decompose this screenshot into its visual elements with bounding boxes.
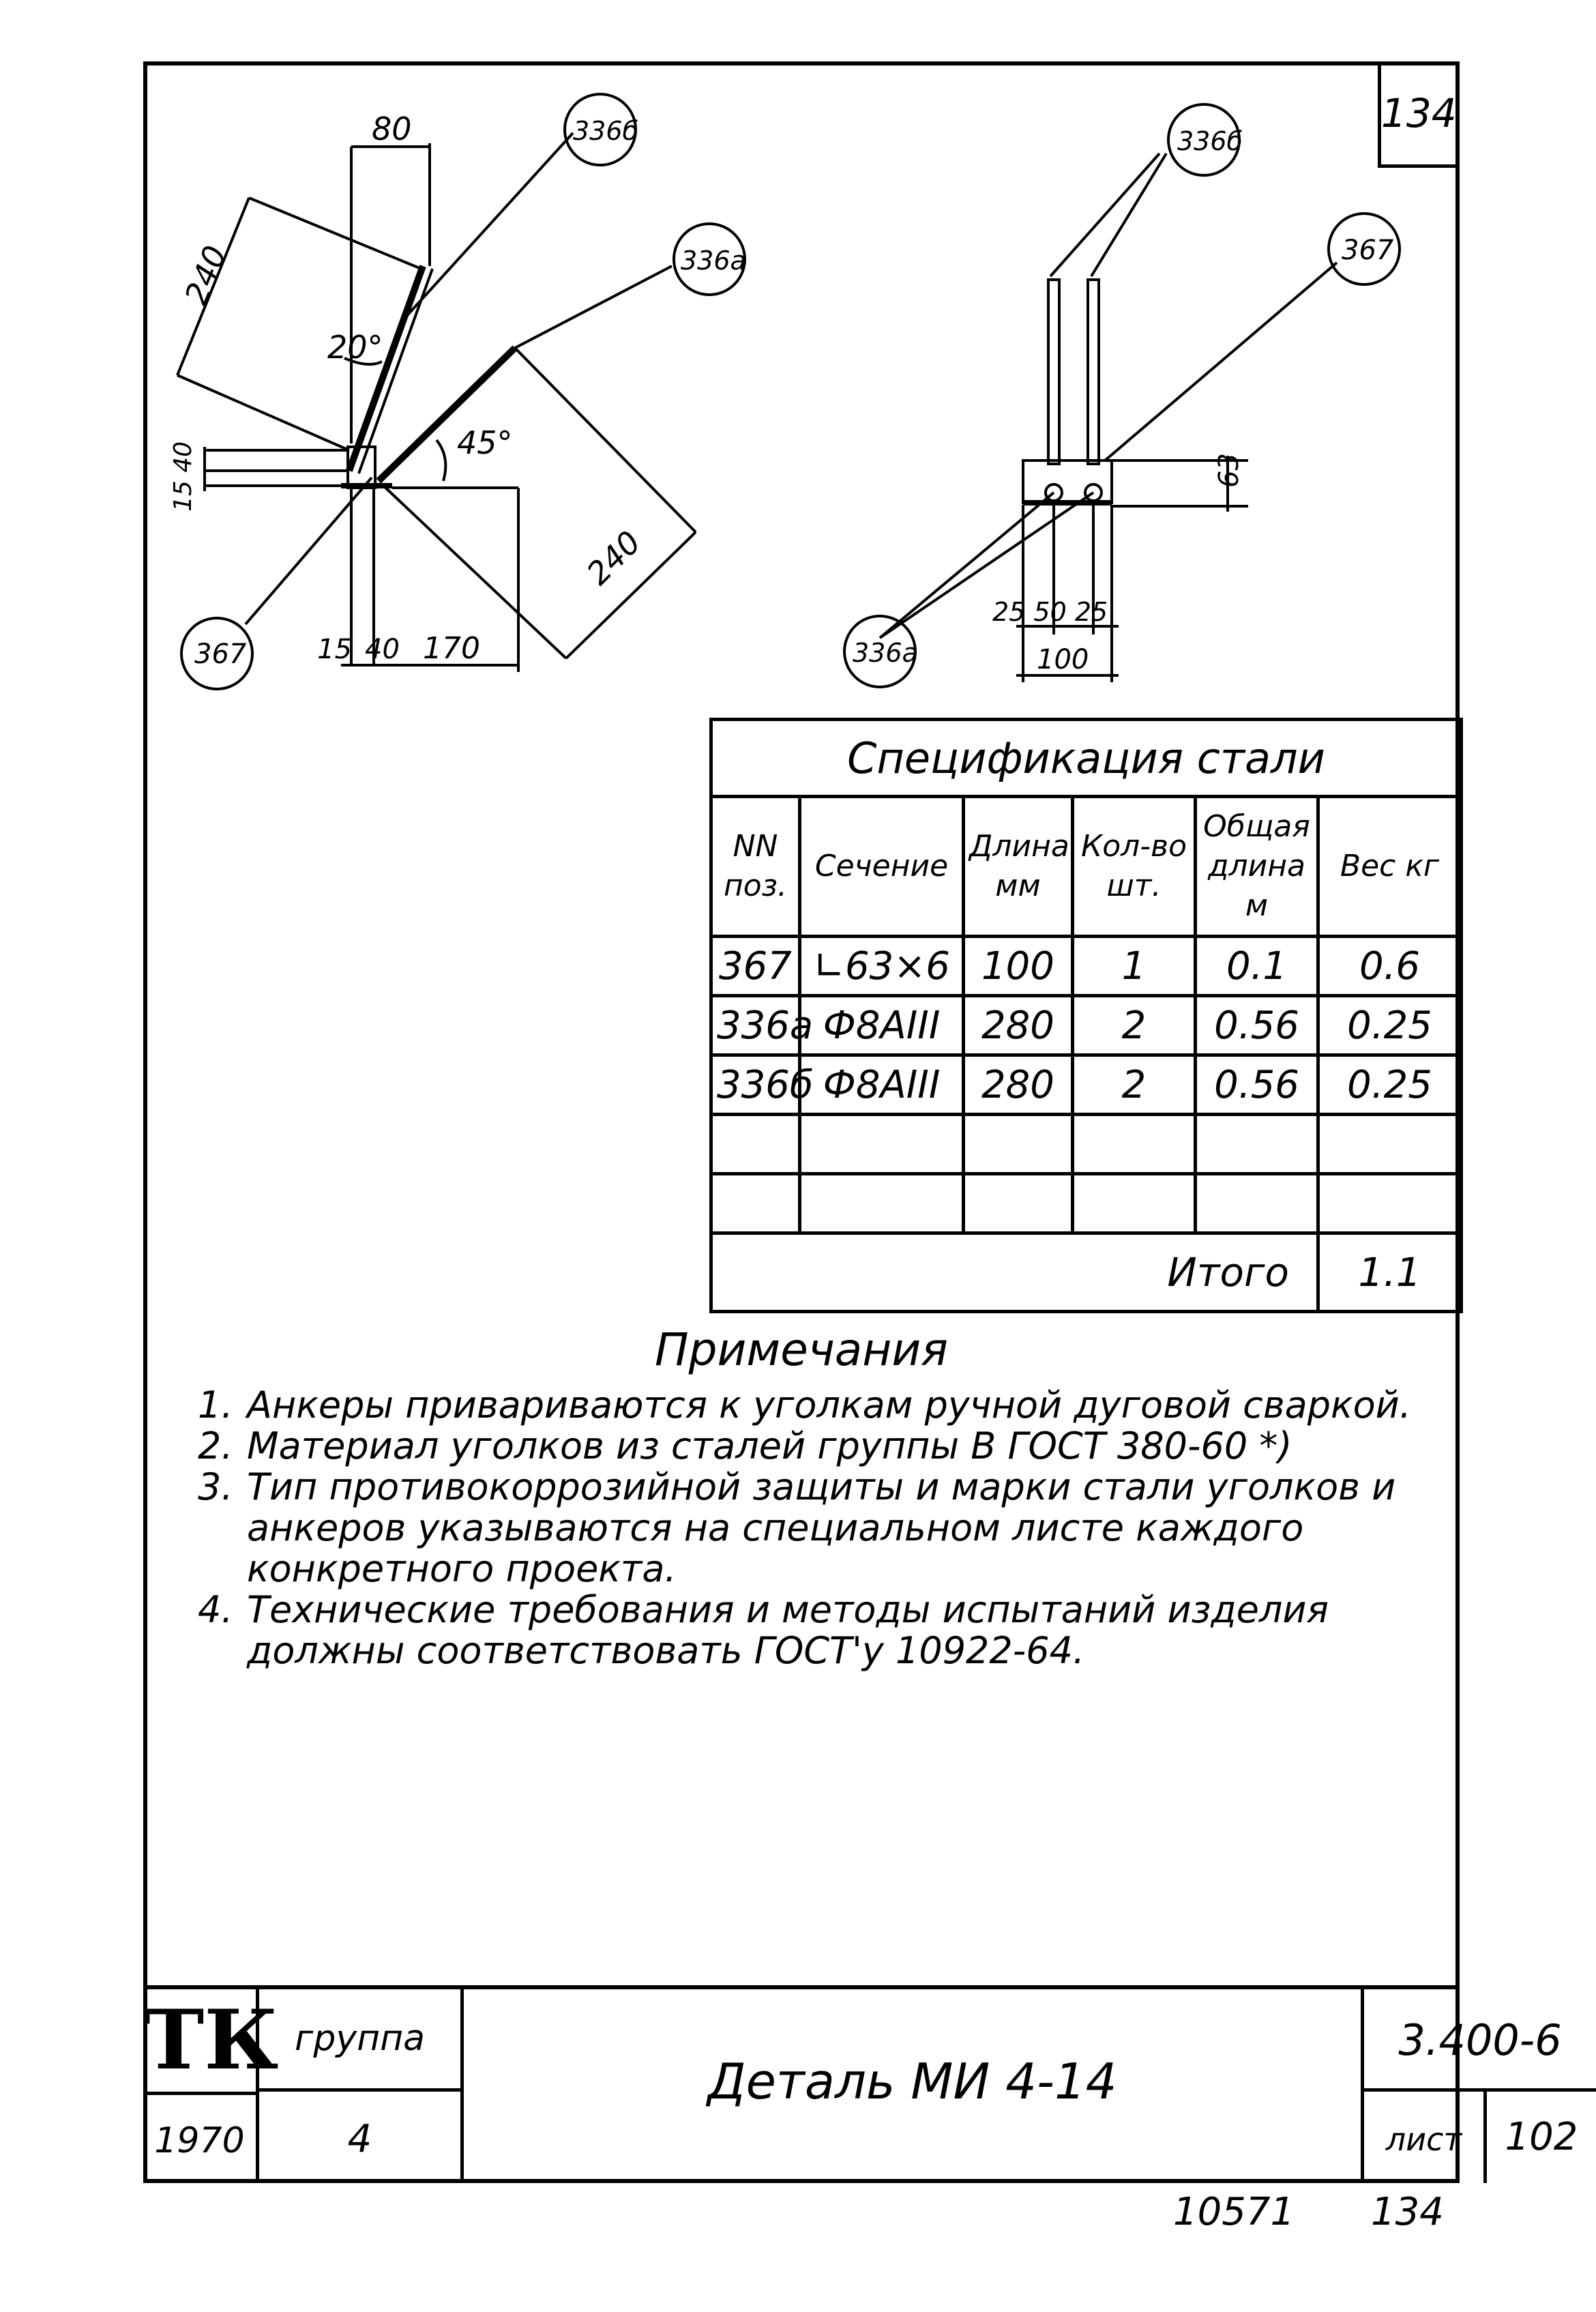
callout-336b-right: 336б [1177, 126, 1243, 156]
dim-100: 100 [1037, 644, 1089, 675]
cell-pos: 336а [711, 996, 800, 1055]
cell-pos: 367 [711, 937, 800, 996]
angle-45: 45° [457, 424, 513, 461]
table-total-row [711, 1233, 1462, 1312]
dim-240-left: 240 [177, 240, 235, 310]
table-row-empty [711, 1174, 1462, 1233]
page-number: 134 [1371, 2190, 1444, 2234]
right-anchor-2 [1088, 280, 1099, 464]
table-row-empty [711, 1115, 1462, 1174]
cell-weight: 0.25 [1318, 996, 1462, 1055]
angle-20: 20° [327, 329, 383, 366]
inventory-number: 10571 [1173, 2190, 1295, 2234]
group-label: группа [259, 1989, 464, 2088]
dim-15-40: 15 40 [169, 441, 197, 512]
notes-title: Примечания [655, 1323, 948, 1376]
cell-pos: 336б [711, 1055, 800, 1115]
tk-logo: ТК [143, 1989, 259, 2092]
note-item: 3. Тип противокоррозийной защиты и марки стали уголков и анкеров указываются на специальном листе каждого конкретного проекта. [198, 1465, 1396, 1590]
callout-367-left: 367 [194, 639, 247, 670]
cell-length: 280 [964, 1055, 1073, 1115]
series-code: 3.400-6 [1364, 1989, 1596, 2092]
dim-25-50-25: 25 50 25 [992, 597, 1108, 627]
callout-336a-right: 336а [853, 638, 918, 668]
cell-total-length: 0.56 [1196, 996, 1318, 1055]
dim-80: 80 [372, 111, 412, 147]
cell-qty: 1 [1073, 937, 1196, 996]
right-angle-plate [1023, 460, 1112, 503]
col-header-pos: NN поз. [711, 797, 800, 937]
dim-240-right: 240 [579, 523, 648, 592]
table-row [711, 937, 1462, 996]
group-value: 4 [259, 2088, 464, 2183]
anchor-bar-336b [349, 266, 423, 471]
cell-qty: 2 [1073, 996, 1196, 1055]
cell-section: Ф8АIII [800, 996, 964, 1055]
note-item: 4. Технические требования и методы испытаний изделия должны соответствовать ГОСТ'у 10922-64. [198, 1588, 1329, 1672]
dim-63: 63 [1213, 453, 1245, 488]
sheet-corner-number: 134 [1378, 65, 1455, 168]
cell-total-length: 0.56 [1196, 1055, 1318, 1115]
col-header-length: Длина мм [964, 797, 1073, 937]
dim-bottom-40: 40 [365, 634, 400, 665]
col-header-section: Сечение [800, 797, 964, 937]
callout-336b-left: 336б [573, 116, 638, 146]
table-row [711, 1055, 1462, 1115]
cell-length: 280 [964, 996, 1073, 1055]
table-row [711, 996, 1462, 1055]
note-item: 2. Материал уголков из сталей группы В ГОСТ 380-60 *) [198, 1424, 1292, 1467]
spec-table [709, 718, 1463, 1313]
cell-section: Ф8АIII [800, 1055, 964, 1115]
cell-qty: 2 [1073, 1055, 1196, 1115]
sheet-label: лист [1364, 2092, 1487, 2183]
year: 1970 [143, 2092, 259, 2183]
detail-title: Деталь МИ 4-14 [464, 1989, 1364, 2183]
spec-table-title: Спецификация стали [711, 720, 1462, 797]
col-header-qty: Кол-во шт. [1073, 797, 1196, 937]
col-header-weight: Вес кг [1318, 797, 1462, 937]
callout-336a-left: 336а [681, 246, 746, 276]
col-header-total-length: Общая длина м [1196, 797, 1318, 937]
cell-weight: 0.25 [1318, 1055, 1462, 1115]
total-value: 1.1 [1318, 1233, 1462, 1312]
cell-section: ∟63×6 [800, 937, 964, 996]
cell-length: 100 [964, 937, 1073, 996]
total-label: Итого [711, 1233, 1318, 1312]
notes-list [198, 1385, 1439, 1671]
cell-weight: 0.6 [1318, 937, 1462, 996]
cell-total-length: 0.1 [1196, 937, 1318, 996]
note-item: 1. Анкеры привариваются к уголкам ручной дуговой сваркой. [198, 1384, 1411, 1426]
callout-367-right: 367 [1342, 235, 1394, 266]
title-block [143, 1985, 1578, 2183]
sheet-value: 102 [1505, 2115, 1578, 2159]
right-anchor-1 [1048, 280, 1059, 464]
technical-drawing [0, 0, 1595, 716]
dim-bottom-170: 170 [423, 631, 480, 666]
dim-bottom-15: 15 [317, 634, 352, 665]
